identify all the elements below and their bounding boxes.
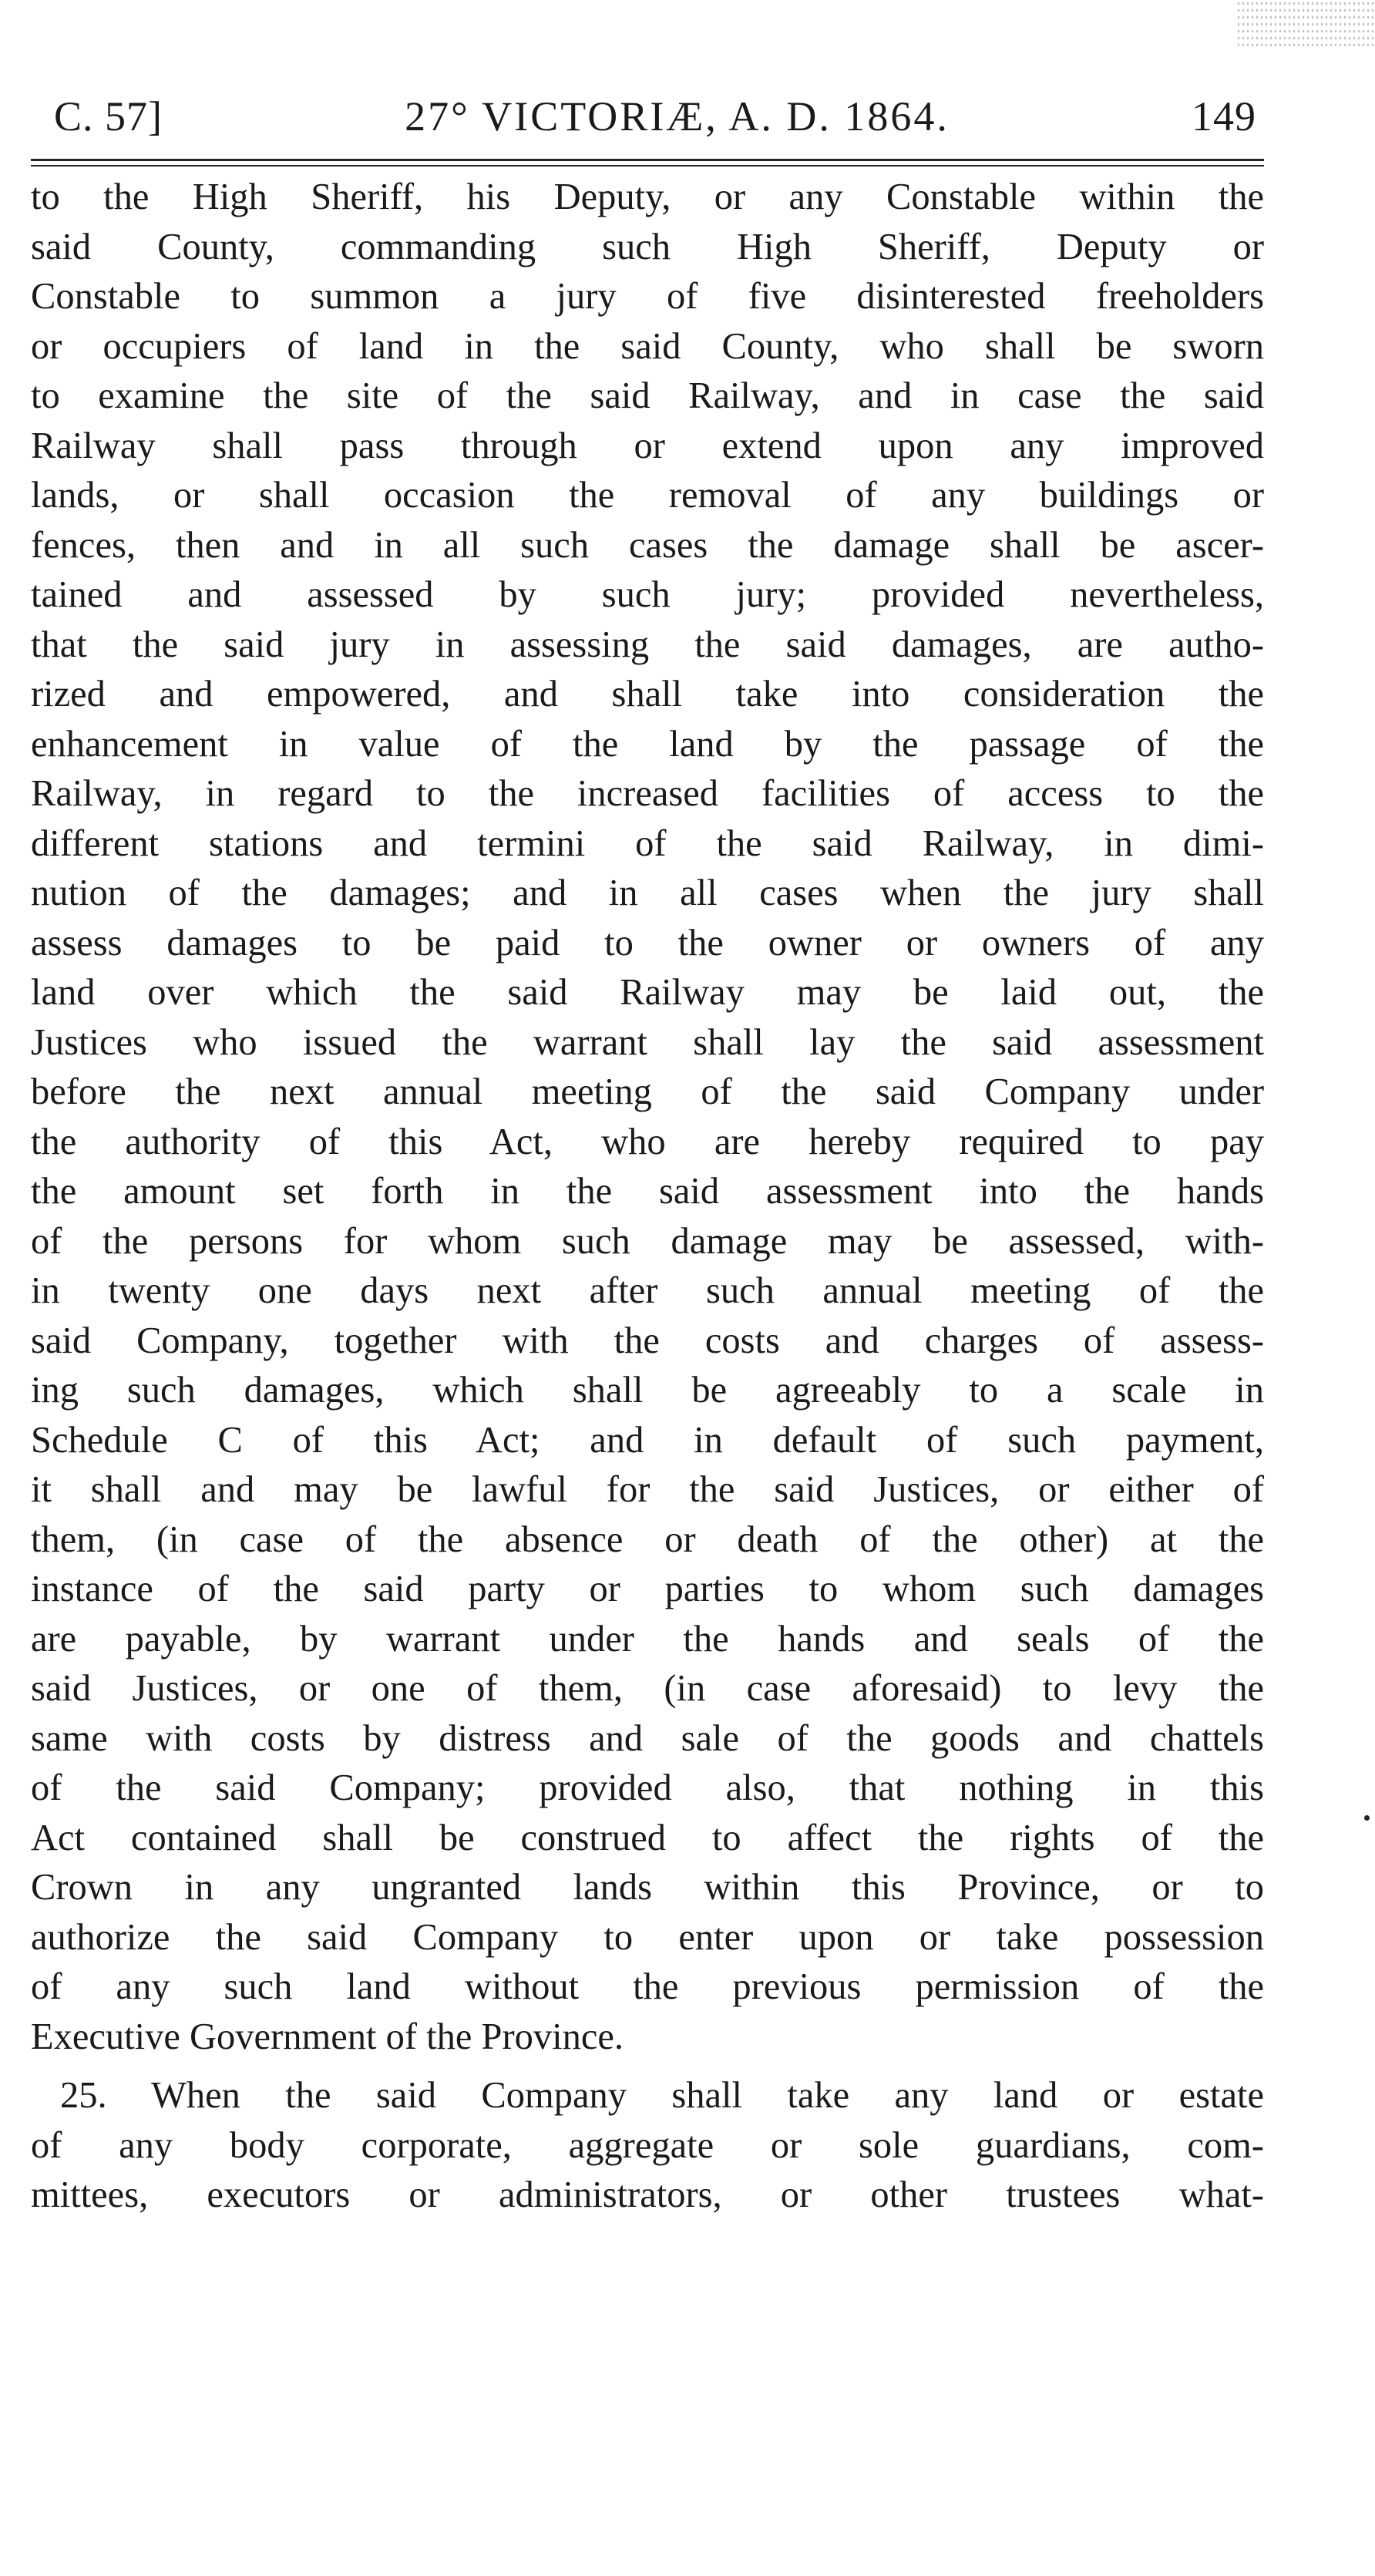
- text-line: ing such damages, which shall be agreeably to a scale in: [31, 1370, 1264, 1411]
- text-line: before the next annual meeting of the said Company under: [31, 1071, 1264, 1112]
- text-line: instance of the said party or parties to whom such damages: [31, 1569, 1264, 1609]
- running-title: 27° VICTORIÆ, A. D. 1864.: [405, 93, 950, 140]
- text-line: of any such land without the previous permission of the: [31, 1966, 1264, 2007]
- text-line: Railway shall pass through or extend upon any improved: [31, 425, 1264, 466]
- text-line: Constable to summon a jury of five disinterested freeholders: [31, 276, 1264, 317]
- paragraph: [31, 173, 1264, 2062]
- text-line: them, (in case of the absence or death of the other) at the: [31, 1518, 1264, 1560]
- text-line: it shall and may be lawful for the said Justices, or either of: [31, 1469, 1264, 1510]
- text-line: different stations and termini of the said Railway, in dimi-: [31, 822, 1264, 864]
- text-line: Executive Government of the Province.: [31, 2016, 624, 2057]
- text-line: fences, then and in all such cases the damage shall be ascer-: [31, 524, 1264, 566]
- text-line: Railway, in regard to the increased facilities of access to the: [31, 773, 1264, 814]
- text-line: 25. When the said Company shall take any land or estate: [60, 2075, 1264, 2116]
- text-line: in twenty one days next after such annual meeting of the: [31, 1270, 1264, 1311]
- text-line: Schedule C of this Act; and in default of such payment,: [31, 1419, 1264, 1461]
- text-line: said County, commanding such High Sheriff, Deputy or: [31, 226, 1264, 267]
- text-line: the amount set forth in the said assessment into the hands: [31, 1171, 1264, 1212]
- text-line: that the said jury in assessing the said damages, are autho-: [31, 624, 1264, 665]
- page-edge-speckle: [1236, 0, 1375, 46]
- text-line: land over which the said Railway may be laid out, the: [31, 972, 1264, 1013]
- text-line: of the persons for whom such damage may be assessed, with-: [31, 1220, 1264, 1262]
- text-line: or occupiers of land in the said County, who shall be sworn: [31, 325, 1264, 367]
- document-page: [31, 92, 1264, 2221]
- text-line: of the said Company; provided also, that nothing in this: [31, 1767, 1264, 1808]
- page-number: 149: [1192, 93, 1256, 140]
- text-line: same with costs by distress and sale of the goods and chattels: [31, 1717, 1264, 1759]
- chapter-reference: C. 57]: [54, 93, 163, 140]
- text-line: enhancement in value of the land by the passage of the: [31, 723, 1264, 765]
- paragraph-section-25: [31, 2071, 1264, 2221]
- text-line: Act contained shall be construed to affect the rights of the: [31, 1817, 1264, 1858]
- text-line: mittees, executors or administrators, or other trustees what-: [31, 2174, 1264, 2215]
- text-line: the authority of this Act, who are hereby required to pay: [31, 1121, 1264, 1162]
- running-head: [31, 92, 1264, 154]
- text-line: authorize the said Company to enter upon or take possession: [31, 1916, 1264, 1958]
- margin-ink-mark: [1364, 1815, 1370, 1821]
- text-line: nution of the damages; and in all cases when the jury shall: [31, 873, 1264, 913]
- text-line: rized and empowered, and shall take into consideration the: [31, 674, 1264, 715]
- text-line: are payable, by warrant under the hands and seals of the: [31, 1618, 1264, 1660]
- text-line: Justices who issued the warrant shall lay the said assessment: [31, 1021, 1264, 1063]
- text-line: to examine the site of the said Railway, and in case the said: [31, 375, 1264, 416]
- body-text: [31, 173, 1264, 2221]
- text-line: to the High Sheriff, his Deputy, or any Constable within the: [31, 177, 1264, 217]
- text-line: tained and assessed by such jury; provided nevertheless,: [31, 574, 1264, 615]
- text-line: said Justices, or one of them, (in case aforesaid) to levy the: [31, 1668, 1264, 1709]
- text-line: said Company, together with the costs and charges of assess-: [31, 1320, 1264, 1361]
- paragraph-spacer: [31, 2062, 1264, 2071]
- text-line: assess damages to be paid to the owner or owners of any: [31, 922, 1264, 963]
- text-line: of any body corporate, aggregate or sole guardians, com-: [31, 2124, 1264, 2166]
- text-line: Crown in any ungranted lands within this Province, or to: [31, 1867, 1264, 1908]
- header-rule: [31, 159, 1264, 166]
- text-line: lands, or shall occasion the removal of any buildings or: [31, 475, 1264, 516]
